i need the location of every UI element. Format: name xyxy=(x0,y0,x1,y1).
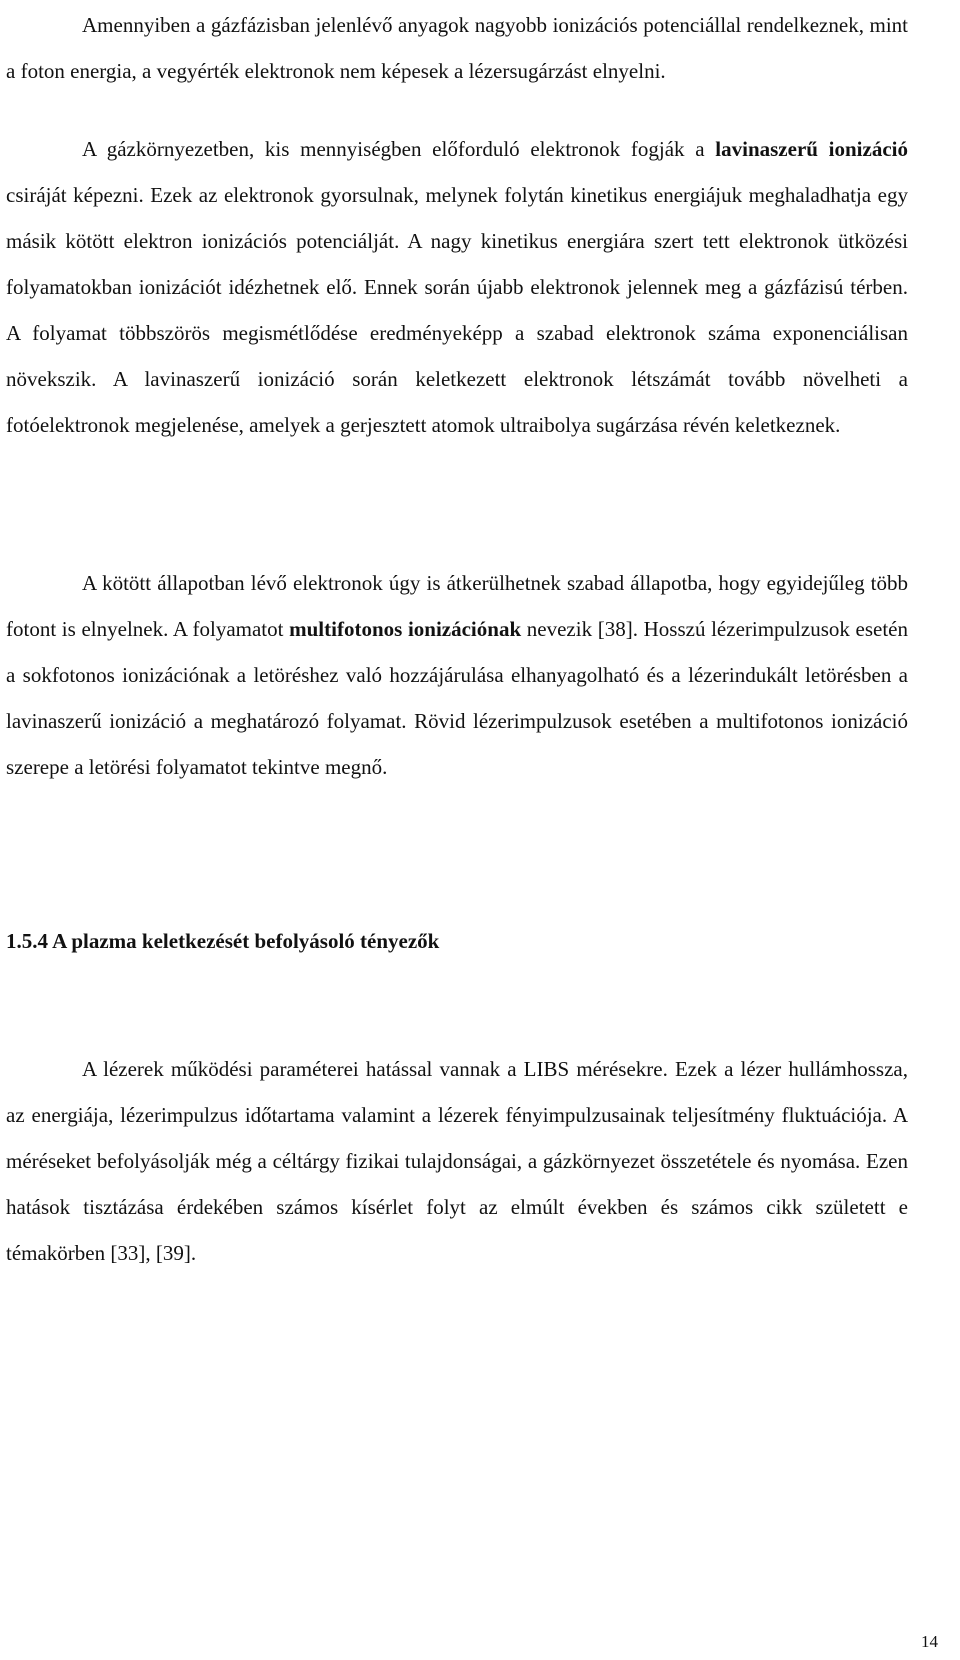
paragraph-avalanche-ionization xyxy=(6,126,908,448)
page-number: 14 xyxy=(921,1632,938,1651)
section-heading: 1.5.4 A plazma keletkezését befolyásoló tényezők xyxy=(6,929,440,953)
paragraph-gas-phase-ionization: Amennyiben a gázfázisban jelenlévő anyagok nagyobb ionizációs potenciállal rendelkeznek, mint a foton energia, a vegyérték elektronok nem képesek a lézersugárzást elnyelni. xyxy=(6,13,908,83)
paragraph-text: A kötött állapotban lévő elektronok úgy is átkerülhetnek szabad állapotba, hogy egyidejűleg több fotont is elnyelnek. A folyamatot xyxy=(6,571,908,641)
bold-term-avalanche-ionization: lavinaszerű ionizáció xyxy=(715,137,908,161)
bold-term-multiphoton-ionization: multifotonos ionizációnak xyxy=(289,617,522,641)
paragraph-text: csiráját képezni. Ezek az elektronok gyorsulnak, melynek folytán kinetikus energiájuk meghaladhatja egy másik kötött elektron ionizációs potenciálját. A nagy kinetikus energiára szert tett elektronok ütközési folyamatokban ionizációt idézhetnek elő. Ennek során újabb elektronok jelennek meg a gázfázisú térben. A folyamat többszörös megismétlődése eredményeképp a szabad elektronok száma exponenciálisan növekszik. A lavinaszerű ionizáció során keletkezett elektronok létszámát tovább növelheti a fotóelektronok megjelenése, amelyek a gerjesztett atomok ultraibolya sugárzása révén keletkeznek. xyxy=(6,183,908,437)
paragraph-multiphoton-ionization xyxy=(6,560,908,790)
paragraph-laser-parameters: A lézerek működési paraméterei hatással vannak a LIBS mérésekre. Ezek a lézer hullámhossza, az energiája, lézerimpulzus időtartama valamint a lézerek fényimpulzusainak teljesítmény fluktuációja. A méréseket befolyásolják még a céltárgy fizikai tulajdonságai, a gázkörnyezet összetétele és nyomása. Ezen hatások tisztázása érdekében számos kísérlet folyt az elmúlt években és számos cikk született e témakörben [33], [39]. xyxy=(6,1057,908,1265)
paragraph-text: nevezik [38]. Hosszú lézerimpulzusok esetén a sokfotonos ionizációnak a letöréshez való hozzájárulása elhanyagolható és a lézerindukált letörésben a lavinaszerű ionizáció a meghatározó folyamat. Rövid lézerimpulzusok esetében a multifotonos ionizáció szerepe a letörési folyamatot tekintve megnő. xyxy=(6,617,909,779)
paragraph-text: A gázkörnyezetben, kis mennyiségben előforduló elektronok fogják a xyxy=(82,137,716,161)
